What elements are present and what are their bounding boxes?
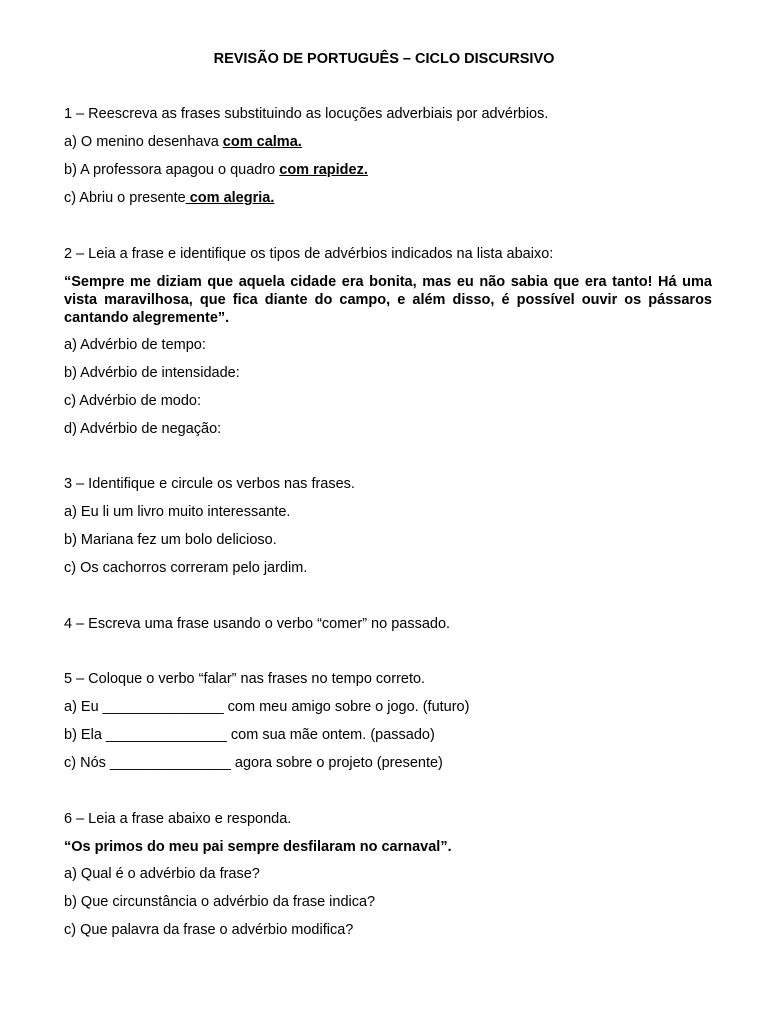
page-title: REVISÃO DE PORTUGUÊS – CICLO DISCURSIVO — [213, 51, 555, 67]
question-3-item-b: b) Mariana fez um bolo delicioso. — [64, 532, 277, 548]
question-2-item-d: d) Advérbio de negação: — [64, 421, 222, 437]
question-6-prompt: 6 – Leia a frase abaixo e responda. — [64, 811, 292, 827]
question-1-item-a-locution: com calma. — [222, 134, 302, 150]
question-3-item-c: c) Os cachorros correram pelo jardim. — [64, 560, 308, 576]
question-5-item-b: b) Ela _______________ com sua mãe ontem. (passado) — [64, 727, 435, 743]
question-2-quote: “Sempre me diziam que aquela cidade era bonita, mas eu não sabia que era tanto! Há uma vista maravilhosa, que fica diante do campo, e além disso, é possível ouvir os pássaros cantando alegremente”. — [64, 274, 712, 326]
question-1-item-b — [64, 162, 368, 179]
question-2-item-b: b) Advérbio de intensidade: — [64, 365, 240, 381]
question-1-item-b-locution: com rapidez. — [279, 162, 368, 178]
question-6-quote: “Os primos do meu pai sempre desfilaram no carnaval”. — [64, 839, 452, 855]
question-6-item-c: c) Que palavra da frase o advérbio modifica? — [64, 922, 354, 938]
question-3-prompt: 3 – Identifique e circule os verbos nas frases. — [64, 476, 355, 492]
question-4-prompt: 4 – Escreva uma frase usando o verbo “comer” no passado. — [64, 616, 451, 632]
question-1-item-a-text: a) O menino desenhava — [64, 134, 223, 150]
question-5-item-a: a) Eu _______________ com meu amigo sobre o jogo. (futuro) — [64, 699, 470, 715]
question-2-prompt: 2 – Leia a frase e identifique os tipos de advérbios indicados na lista abaixo: — [64, 246, 554, 262]
question-1-item-c — [64, 190, 274, 207]
question-1-prompt: 1 – Reescreva as frases substituindo as locuções adverbiais por advérbios. — [64, 106, 549, 122]
question-1-item-b-text: b) A professora apagou o quadro — [64, 162, 280, 178]
question-5-item-c: c) Nós _______________ agora sobre o projeto (presente) — [64, 755, 443, 771]
question-5-prompt: 5 – Coloque o verbo “falar” nas frases no tempo correto. — [64, 671, 426, 687]
question-2-item-a: a) Advérbio de tempo: — [64, 337, 206, 353]
question-6-item-b: b) Que circunstância o advérbio da frase indica? — [64, 894, 376, 910]
question-2-item-c: c) Advérbio de modo: — [64, 393, 202, 409]
question-1-item-a — [64, 134, 302, 151]
question-3-item-a: a) Eu li um livro muito interessante. — [64, 504, 291, 520]
question-1-item-c-locution: com alegria. — [185, 190, 275, 206]
question-1-item-c-text: c) Abriu o presente — [64, 190, 186, 206]
question-6-item-a: a) Qual é o advérbio da frase? — [64, 866, 260, 882]
